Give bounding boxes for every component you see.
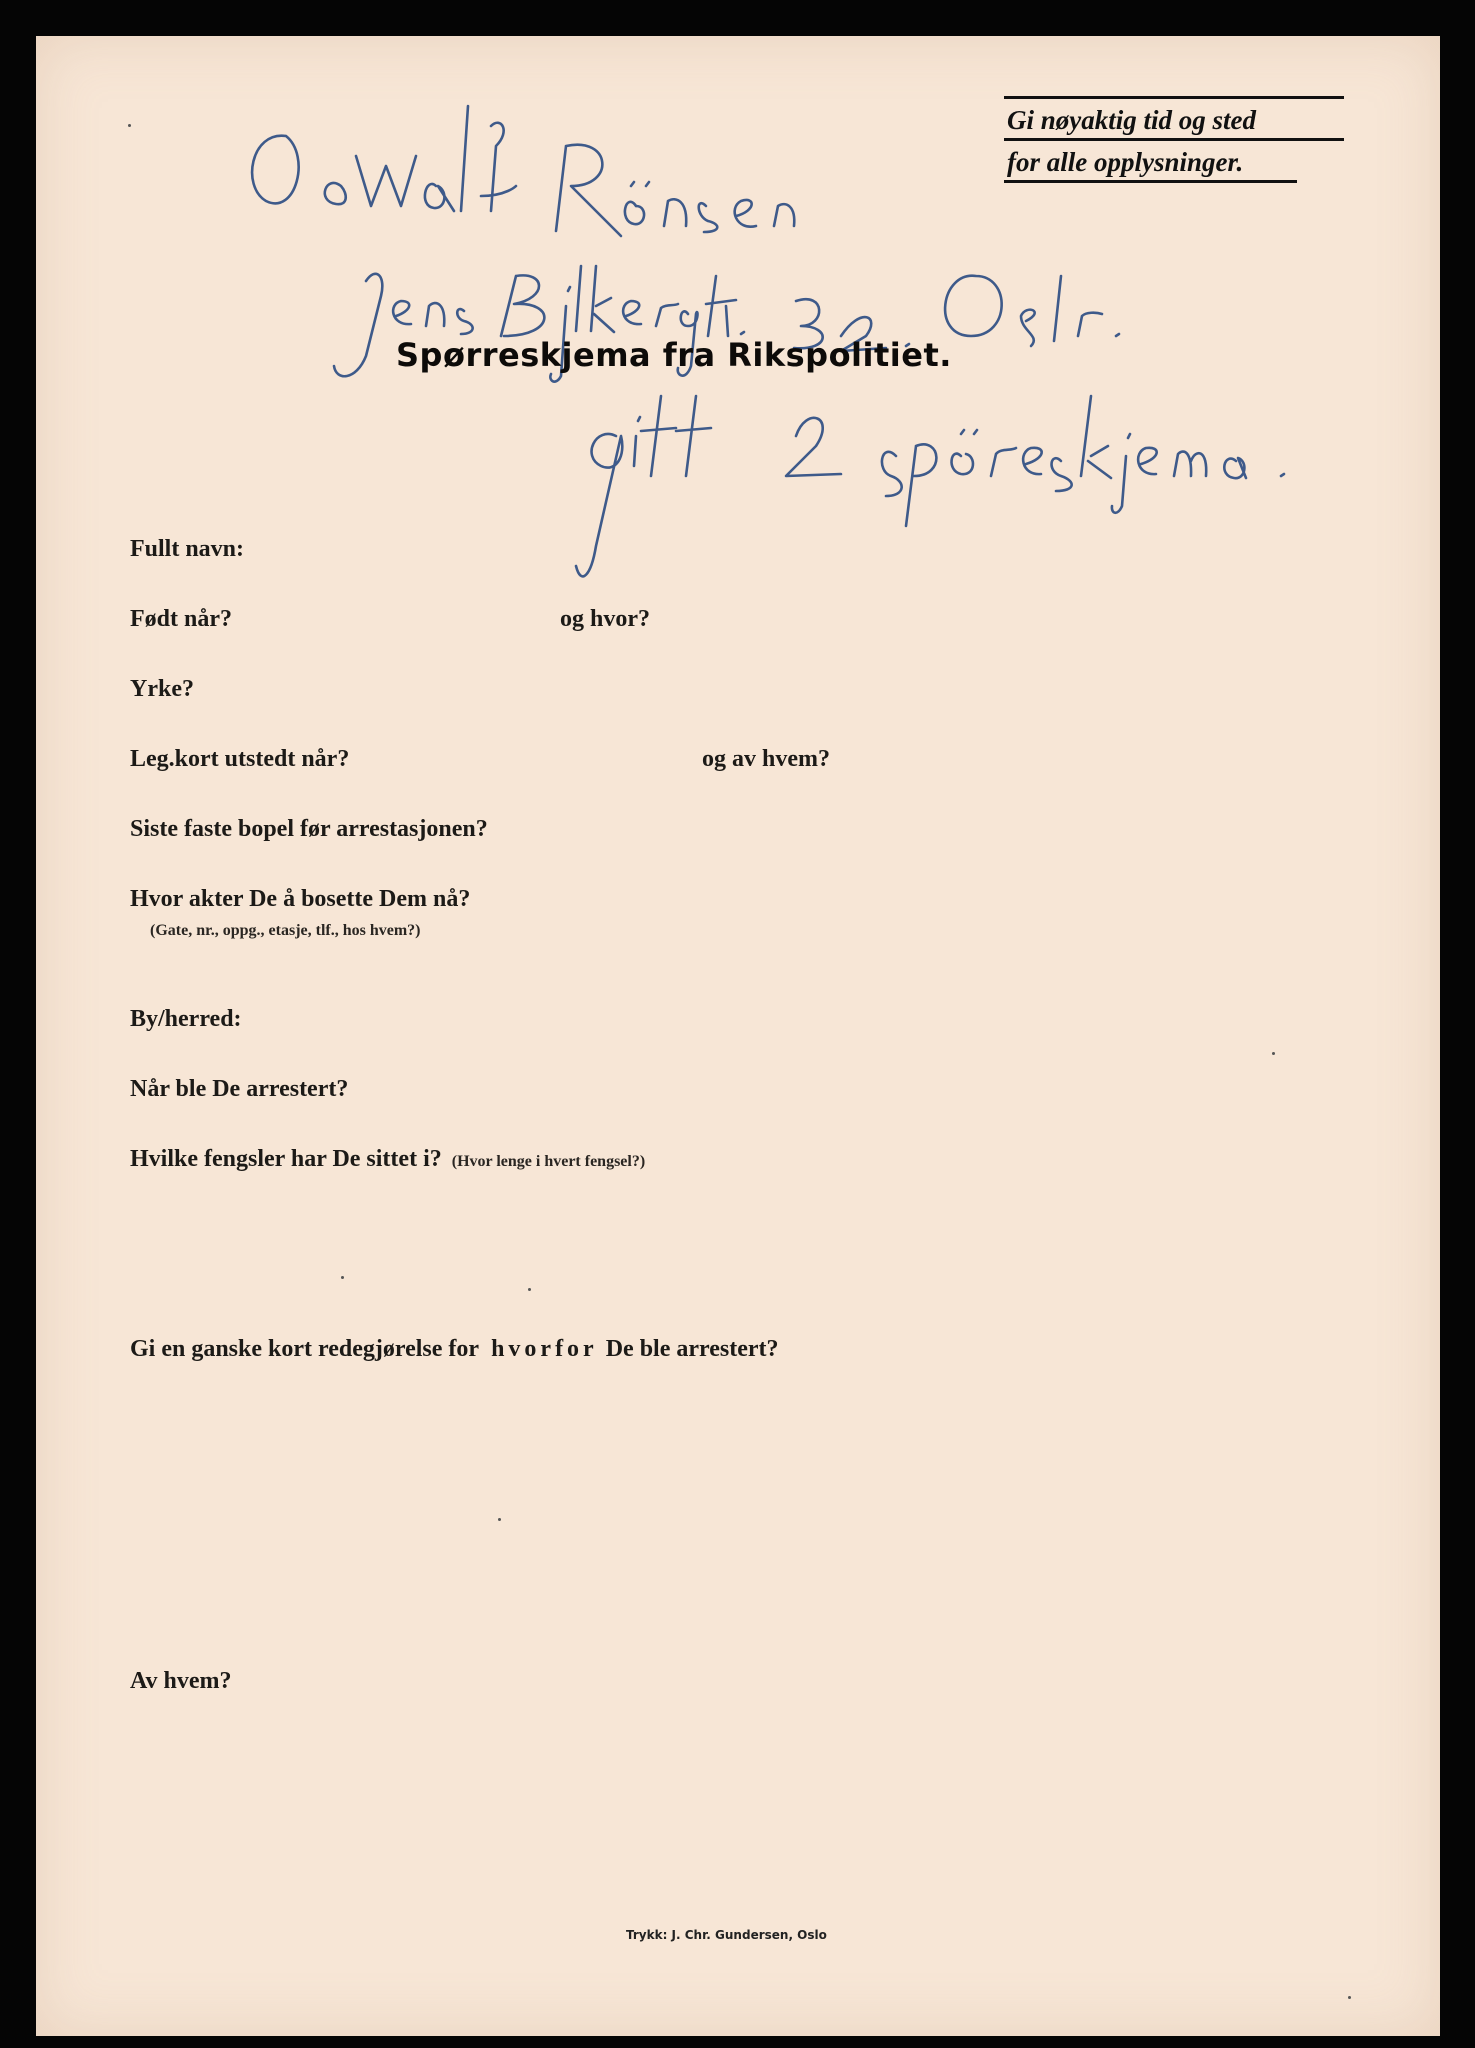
notice-line-1: Gi nøyaktig tid og sted (1004, 96, 1344, 141)
handwritten-note (576, 396, 1284, 576)
label-town-district: By/herred: (130, 1006, 242, 1032)
label-born-where: og hvor? (560, 606, 650, 632)
label-explain-a: Gi en ganske kort redegjørelse for (130, 1336, 480, 1362)
label-arrested-when: Når ble De arrestert? (130, 1076, 349, 1102)
label-occupation: Yrke? (130, 676, 194, 702)
label-by-whom: Av hvem? (130, 1668, 232, 1694)
handwritten-name (252, 106, 794, 236)
paper-speck (1272, 1052, 1275, 1055)
label-id-card-issued: Leg.kort utstedt når? (130, 746, 350, 772)
label-born-when: Født når? (130, 606, 232, 632)
paper-speck (1348, 1996, 1351, 1999)
paper-speck (528, 1288, 531, 1291)
hint-prisons: (Hvor lenge i hvert fengsel?) (451, 1153, 646, 1170)
accuracy-notice (1004, 96, 1344, 183)
paper-speck (498, 1518, 501, 1521)
label-settle-where: Hvor akter De å bosette Dem nå? (130, 886, 471, 912)
fengsler-row (130, 1146, 645, 1173)
form-page (36, 36, 1440, 2036)
printer-imprint: Trykk: J. Chr. Gundersen, Oslo (626, 1928, 827, 1942)
label-prisons: Hvilke fengsler har De sittet i? (130, 1146, 442, 1172)
label-explain-why: hvorfor (491, 1336, 598, 1362)
hint-settle-where: (Gate, nr., oppg., etasje, tlf., hos hvem?) (150, 922, 421, 939)
form-title: Spørreskjema fra Rikspolitiet. (396, 336, 952, 374)
paper-speck (128, 124, 131, 127)
notice-line-2: for alle opplysninger. (1004, 141, 1297, 183)
label-explain-c: De ble arrestert? (605, 1336, 779, 1362)
label-last-residence: Siste faste bopel før arrestasjonen? (130, 816, 488, 842)
label-full-name: Fullt navn: (130, 536, 245, 562)
paper-speck (341, 1276, 344, 1279)
redegjorelse-row (130, 1336, 779, 1363)
label-id-card-issuer: og av hvem? (702, 746, 830, 772)
